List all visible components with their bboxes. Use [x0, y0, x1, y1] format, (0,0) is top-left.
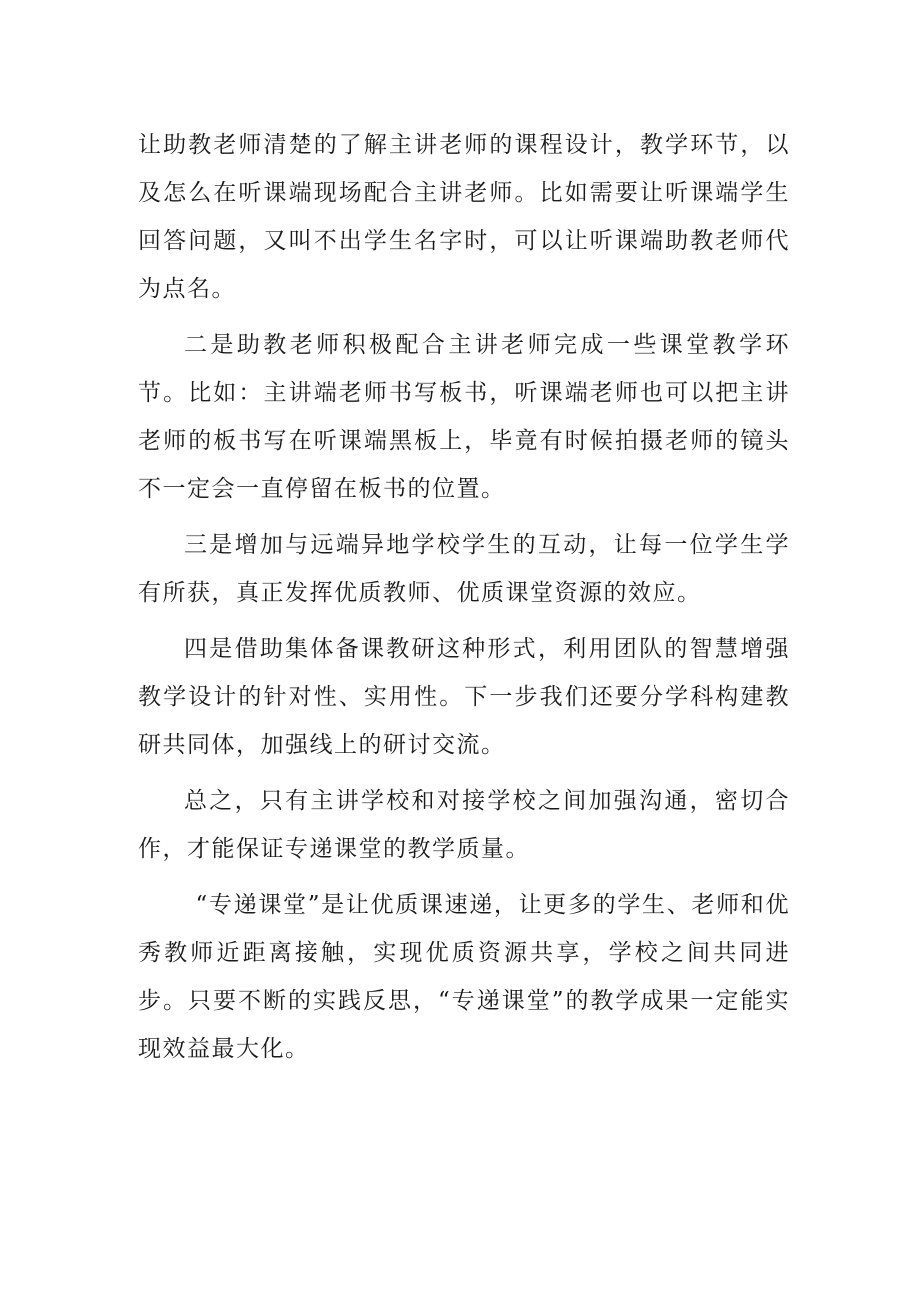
paragraph-summary: 总之，只有主讲学校和对接学校之间加强沟通，密切合作，才能保证专递课堂的教学质量。	[138, 788, 790, 862]
paragraph-conclusion: “专递课堂”是让优质课速递，让更多的学生、老师和优秀教师近距离接触，实现优质资源共享，学校之间共同进步。只要不断的实践反思，“专递课堂”的教学成果一定能实现效益最大化。	[138, 892, 790, 1062]
paragraph-point-four: 四是借助集体备课教研这种形式，利用团队的智慧增强教学设计的针对性、实用性。下一步我们还要分学科构建教研共同体，加强线上的研讨交流。	[138, 636, 790, 758]
document-body	[138, 121, 790, 1081]
paragraph-continuation: 让助教老师清楚的了解主讲老师的课程设计，教学环节，以及怎么在听课端现场配合主讲老师。比如需要让听课端学生回答问题，又叫不出学生名字时，可以让听课端助教老师代为点名。	[138, 132, 790, 302]
paragraph-point-three: 三是增加与远端异地学校学生的互动，让每一位学生学有所获，真正发挥优质教师、优质课堂资源的效应。	[138, 532, 790, 606]
paragraph-point-two: 二是助教老师积极配合主讲老师完成一些课堂教学环节。比如：主讲端老师书写板书，听课端老师也可以把主讲老师的板书写在听课端黑板上，毕竟有时候拍摄老师的镜头不一定会一直停留在板书的位置。	[138, 332, 790, 502]
